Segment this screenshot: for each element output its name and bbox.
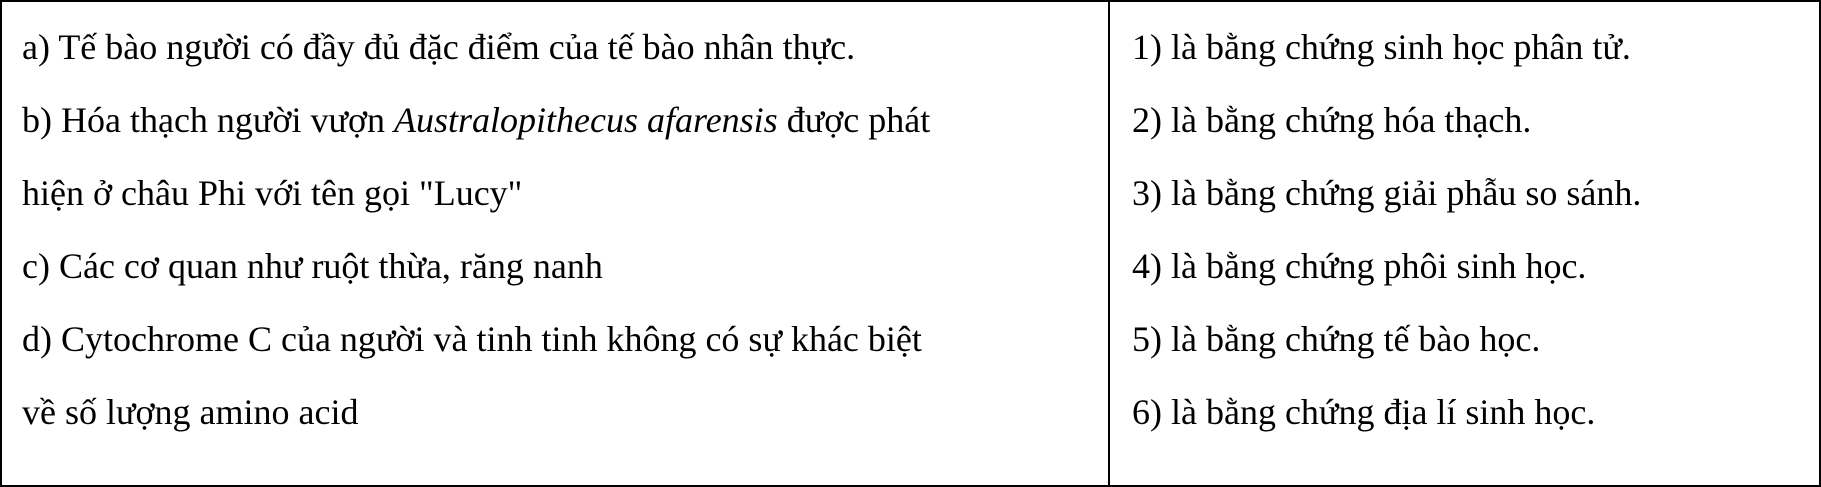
statement-d-line2: về số lượng amino acid xyxy=(22,392,359,432)
statement-b-line1 xyxy=(22,84,1094,157)
statement-a: a) Tế bào người có đầy đủ đặc điểm của tế bào nhân thực. xyxy=(22,27,856,67)
right-column-cell xyxy=(1108,2,1819,485)
left-column-cell xyxy=(2,2,1108,485)
statement-b-suffix: được phát xyxy=(777,100,931,140)
evidence-option-2: 2) là bằng chứng hóa thạch. xyxy=(1132,100,1532,140)
statement-c: c) Các cơ quan như ruột thừa, răng nanh xyxy=(22,246,603,286)
evidence-option-4: 4) là bằng chứng phôi sinh học. xyxy=(1132,246,1587,286)
evidence-option-5: 5) là bằng chứng tế bào học. xyxy=(1132,319,1541,359)
statement-b-line2: hiện ở châu Phi với tên gọi "Lucy" xyxy=(22,173,523,213)
evidence-option-6: 6) là bằng chứng địa lí sinh học. xyxy=(1132,392,1596,432)
evidence-option-1: 1) là bằng chứng sinh học phân tử. xyxy=(1132,27,1631,67)
statement-b-prefix: b) Hóa thạch người vượn xyxy=(22,100,395,140)
statement-d-line1: d) Cytochrome C của người và tinh tinh không có sự khác biệt xyxy=(22,319,922,359)
species-name-italic: Australopithecus afarensis xyxy=(394,100,778,140)
evidence-option-3: 3) là bằng chứng giải phẫu so sánh. xyxy=(1132,173,1642,213)
